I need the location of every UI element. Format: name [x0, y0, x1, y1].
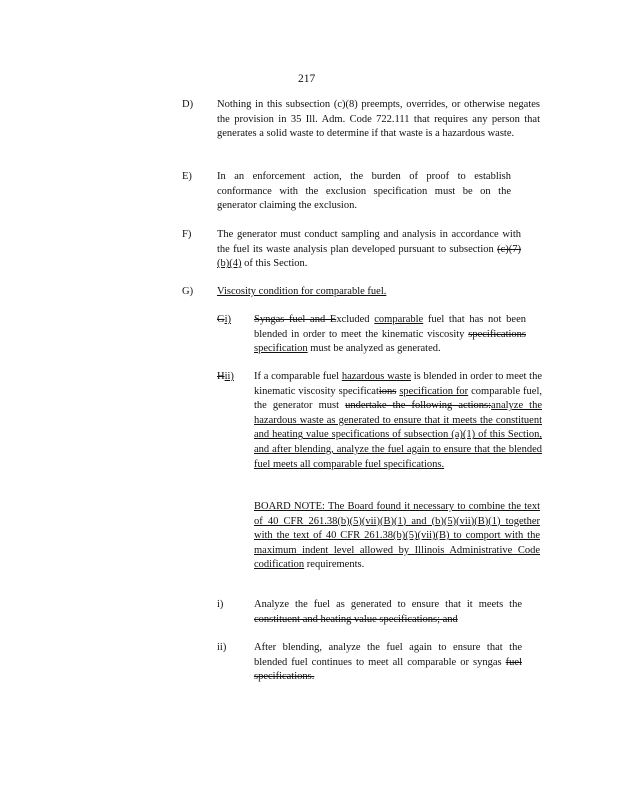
item-text-hii — [254, 370, 542, 472]
hii-text-3: comparable fuel, the generator must — [254, 385, 543, 412]
item-text-g-heading: Viscosity condition for comparable fuel. — [217, 286, 387, 297]
hii-label-deleted: H — [217, 371, 225, 382]
item-text-gi — [254, 313, 526, 357]
item-label-f: F) — [182, 229, 192, 240]
item-label-hii — [217, 370, 234, 385]
item-text-ii — [254, 641, 522, 685]
hii-inserted-3: analyze the hazardous waste as generated to ensure that it meets the constituent and heating value specifications of subsection (a)(1) of this Section, and after blending, analyze the fuel again to ensure that the blended fuel meets all comparable fuel specifications. — [254, 400, 543, 470]
item-label-g: G) — [182, 286, 194, 297]
board-note — [254, 500, 540, 573]
item-text-d: Nothing in this subsection (c)(8) preempts, overrides, or otherwise negates the provision in 35 Ill. Adm. Code 722.111 that requires any person that generates a solid waste to determine if that waste is a hazardous waste. — [217, 99, 540, 140]
ii-text-1: After blending, analyze the fuel again to ensure that the blended fuel continues to meet all comparable or syngas — [254, 642, 522, 668]
item-label-ii: ii) — [217, 642, 227, 653]
board-note-text: BOARD NOTE: The Board found it necessary to combine the text of 40 CFR 261.38(b)(5)(vii)(B)(1) and (b)(5)(vii)(B)(1) together with the text of 40 CFR 261.38(b)(5)(vii)(B) to comport with the maximum indent level allowed by Illinois Administrative Code codification — [254, 501, 540, 571]
board-note-tail: requirements. — [306, 559, 365, 571]
gi-deleted-1: Syngas fuel and E — [254, 314, 337, 325]
item-f-text-2: of this Section. — [241, 258, 308, 270]
item-f-inserted-ref: (b)(4) — [217, 258, 242, 270]
item-label-d: D) — [182, 99, 194, 110]
item-text-e: In an enforcement action, the burden of proof to establish conformance with the exclusion specification must be on the generator claiming the exclusion. — [217, 171, 511, 212]
item-f-text-1: The generator must conduct sampling and analysis in accordance with the fuel its waste analysis plan developed pursuant to subsection — [217, 229, 521, 255]
i-deleted: constituent and heating value specifications; and — [254, 613, 458, 625]
hii-deleted-2: undertake the following actions: — [345, 400, 492, 412]
item-f-deleted-ref: (c)(7) — [497, 243, 521, 255]
hii-inserted-2: specification for — [399, 385, 469, 397]
item-label-e: E) — [182, 171, 192, 182]
gi-text-1: xcluded — [336, 314, 375, 325]
item-label-i: i) — [217, 599, 224, 610]
i-text-1: Analyze the fuel as generated to ensure that it meets the — [254, 599, 522, 610]
gi-inserted-2: specification — [254, 343, 308, 355]
ii-deleted: fuel specifications. — [254, 656, 522, 683]
hii-inserted-1: hazardous waste — [341, 371, 412, 382]
gi-label-deleted: G — [217, 314, 225, 325]
item-label-gi — [217, 313, 231, 328]
page-number: 217 — [298, 73, 316, 85]
gi-text-3: must be analyzed as generated. — [307, 343, 441, 355]
hii-text-1: If a comparable fuel — [254, 371, 342, 382]
gi-inserted-1: comparable — [374, 314, 424, 325]
gi-text-2: fuel that has not been blended in order to meet the kinematic viscosity — [254, 314, 526, 340]
gi-deleted-2: specifications — [468, 328, 526, 340]
hii-text-2: is blended in order to meet the kinematic viscosity specificat — [254, 371, 542, 397]
hii-label-inserted: ii) — [224, 371, 234, 382]
gi-label-inserted: i) — [224, 314, 232, 325]
item-text-i — [254, 598, 522, 627]
hii-deleted-1: ions — [378, 385, 397, 397]
item-text-f — [217, 228, 521, 272]
